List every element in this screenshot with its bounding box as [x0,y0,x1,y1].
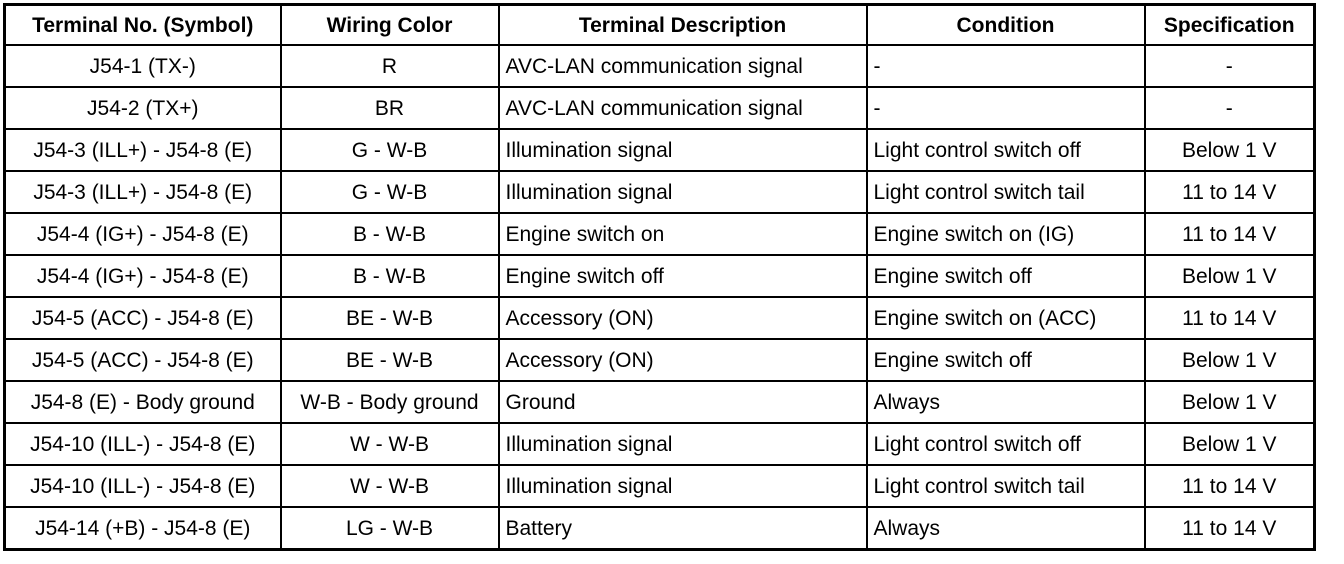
cell-terminal-description: Illumination signal [499,171,867,213]
cell-terminal-description: Engine switch on [499,213,867,255]
table-row [5,45,1315,87]
cell-condition: Light control switch off [867,129,1145,171]
cell-terminal-description: Battery [499,507,867,550]
cell-condition: Engine switch off [867,339,1145,381]
cell-terminal-description: Illumination signal [499,129,867,171]
cell-condition: - [867,87,1145,129]
header-condition: Condition [867,5,1145,46]
table-row [5,381,1315,423]
cell-wiring-color: BR [281,87,499,129]
cell-condition: Engine switch on (IG) [867,213,1145,255]
cell-terminal: J54-3 (ILL+) - J54-8 (E) [5,171,281,213]
cell-specification: Below 1 V [1145,255,1315,297]
cell-specification: - [1145,87,1315,129]
cell-terminal: J54-10 (ILL-) - J54-8 (E) [5,423,281,465]
table-row [5,297,1315,339]
cell-condition: Engine switch on (ACC) [867,297,1145,339]
cell-wiring-color: W-B - Body ground [281,381,499,423]
table-row [5,171,1315,213]
cell-condition: Light control switch tail [867,171,1145,213]
terminal-spec-table-container [3,3,1316,551]
table-header-row [5,5,1315,46]
cell-terminal-description: AVC-LAN communication signal [499,45,867,87]
cell-terminal-description: Accessory (ON) [499,297,867,339]
table-row [5,507,1315,550]
cell-terminal: J54-10 (ILL-) - J54-8 (E) [5,465,281,507]
cell-terminal: J54-1 (TX-) [5,45,281,87]
cell-specification: 11 to 14 V [1145,297,1315,339]
cell-specification: Below 1 V [1145,339,1315,381]
table-row [5,255,1315,297]
cell-terminal-description: AVC-LAN communication signal [499,87,867,129]
cell-terminal: J54-4 (IG+) - J54-8 (E) [5,213,281,255]
cell-condition: Light control switch tail [867,465,1145,507]
cell-terminal-description: Ground [499,381,867,423]
table-row [5,129,1315,171]
cell-condition: Always [867,381,1145,423]
table-row [5,213,1315,255]
cell-wiring-color: W - W-B [281,423,499,465]
table-row [5,465,1315,507]
cell-specification: Below 1 V [1145,381,1315,423]
cell-specification: Below 1 V [1145,129,1315,171]
header-wiring-color: Wiring Color [281,5,499,46]
cell-specification: 11 to 14 V [1145,171,1315,213]
cell-terminal: J54-3 (ILL+) - J54-8 (E) [5,129,281,171]
cell-terminal: J54-8 (E) - Body ground [5,381,281,423]
cell-terminal: J54-4 (IG+) - J54-8 (E) [5,255,281,297]
cell-specification: - [1145,45,1315,87]
cell-wiring-color: W - W-B [281,465,499,507]
cell-wiring-color: B - W-B [281,213,499,255]
cell-terminal-description: Illumination signal [499,465,867,507]
cell-specification: 11 to 14 V [1145,465,1315,507]
cell-wiring-color: BE - W-B [281,339,499,381]
cell-condition: Always [867,507,1145,550]
cell-condition: Light control switch off [867,423,1145,465]
header-specification: Specification [1145,5,1315,46]
table-row [5,423,1315,465]
cell-wiring-color: G - W-B [281,171,499,213]
cell-specification: 11 to 14 V [1145,213,1315,255]
cell-terminal-description: Engine switch off [499,255,867,297]
cell-specification: 11 to 14 V [1145,507,1315,550]
cell-specification: Below 1 V [1145,423,1315,465]
cell-condition: - [867,45,1145,87]
cell-condition: Engine switch off [867,255,1145,297]
terminal-spec-table [3,3,1316,551]
cell-terminal: J54-14 (+B) - J54-8 (E) [5,507,281,550]
cell-terminal-description: Illumination signal [499,423,867,465]
table-body [5,45,1315,550]
table-row [5,339,1315,381]
cell-terminal: J54-2 (TX+) [5,87,281,129]
cell-wiring-color: G - W-B [281,129,499,171]
cell-terminal: J54-5 (ACC) - J54-8 (E) [5,339,281,381]
cell-wiring-color: R [281,45,499,87]
cell-terminal-description: Accessory (ON) [499,339,867,381]
header-terminal-description: Terminal Description [499,5,867,46]
table-row [5,87,1315,129]
header-terminal: Terminal No. (Symbol) [5,5,281,46]
cell-wiring-color: LG - W-B [281,507,499,550]
cell-terminal: J54-5 (ACC) - J54-8 (E) [5,297,281,339]
cell-wiring-color: BE - W-B [281,297,499,339]
cell-wiring-color: B - W-B [281,255,499,297]
